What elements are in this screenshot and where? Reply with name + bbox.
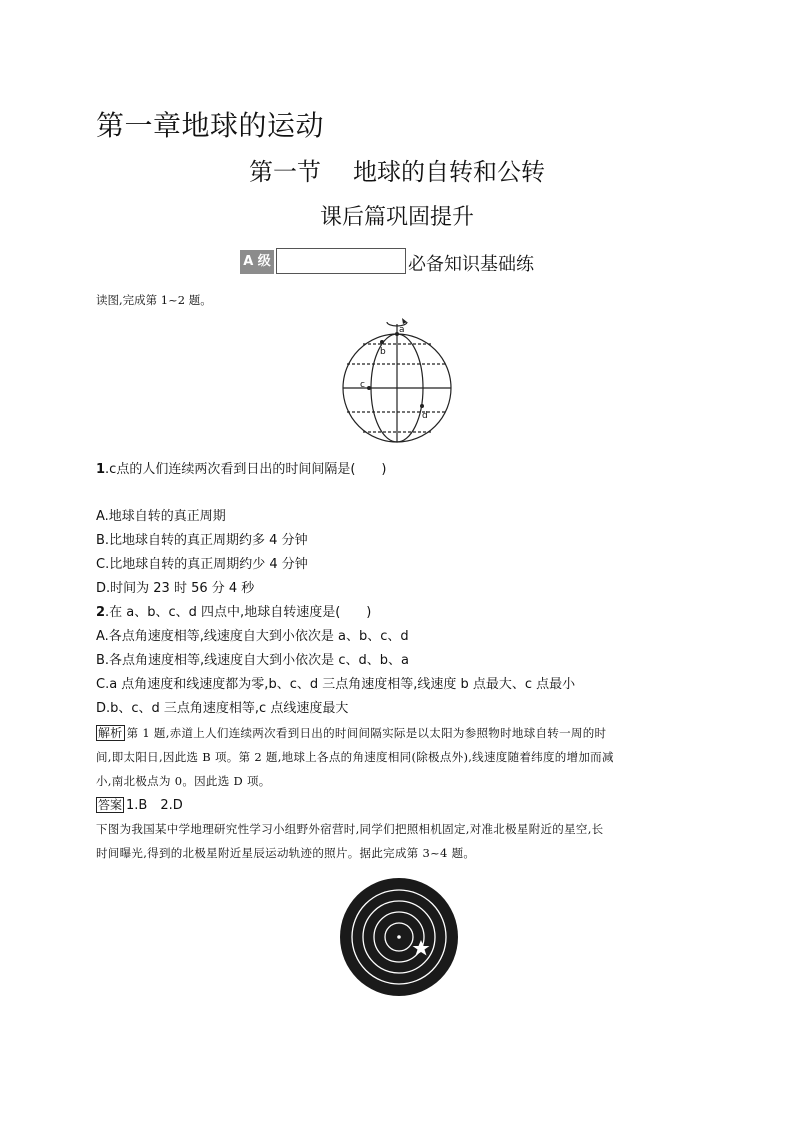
intro-text-2 [96, 817, 706, 865]
level-blank-box [276, 248, 406, 274]
analysis-line-3: 小,南北极点为 0。因此选 D 项。 [96, 774, 271, 788]
level-title: 必备知识基础练 [408, 254, 534, 275]
q2-option-d: D.b、c、d 三点角速度相等,c 点线速度最大 [96, 701, 349, 716]
point-b [380, 340, 384, 344]
analysis-block [96, 721, 706, 793]
analysis-line-2: 间,即太阳日,因此选 B 项。第 2 题,地球上各点的角速度相同(除极点外),线速度随着纬度的增加而减 [96, 750, 614, 764]
question-1-stem: 1.c点的人们连续两次看到日出的时间间隔是( ) [96, 462, 387, 477]
intro-2-line-2: 时间曝光,得到的北极星附近星辰运动轨迹的照片。据此完成第 3~4 题。 [96, 846, 476, 860]
point-d [420, 404, 424, 408]
chapter-title: 第一章地球的运动 [96, 109, 325, 142]
section-number: 第一节 [249, 158, 321, 186]
question-2-stem: 2.在 a、b、c、d 四点中,地球自转速度是( ) [96, 605, 372, 620]
star-trail-figure [338, 876, 460, 998]
label-c: c [360, 380, 365, 390]
q2-option-a: A.各点角速度相等,线速度自大到小依次是 a、b、c、d [96, 629, 409, 644]
intro-2-line-1: 下图为我国某中学地理研究性学习小组野外宿营时,同学们把照相机固定,对准北极星附近的星空,长 [96, 822, 604, 836]
subsection-title: 课后篇巩固提升 [319, 205, 474, 230]
label-a: a [399, 325, 405, 335]
answer-line [96, 793, 183, 818]
analysis-tag: 解析 [98, 726, 123, 740]
globe-figure [335, 312, 459, 456]
q2-option-b: B.各点角速度相等,线速度自大到小依次是 c、d、b、a [96, 653, 409, 668]
q1-option-a: A.地球自转的真正周期 [96, 509, 226, 524]
label-d: d [422, 411, 428, 421]
label-b: b [380, 347, 386, 357]
section-title [0, 152, 794, 187]
analysis-line-1: 解析 第 1 题,赤道上人们连续两次看到日出的时间间隔实际是以太阳为参照物时地球自转一周的时 [98, 726, 607, 740]
point-c [367, 386, 371, 390]
section-name: 地球的自转和公转 [353, 158, 545, 186]
answer-text: 1.B 2.D [126, 798, 183, 813]
q2-option-c: C.a 点角速度和线速度都为零,b、c、d 三点角速度相等,线速度 b 点最大、c 点最小 [96, 677, 576, 692]
intro-text-1: 读图,完成第 1~2 题。 [96, 293, 212, 307]
q1-option-d: D.时间为 23 时 56 分 4 秒 [96, 581, 255, 596]
answer-tag: 答案 [98, 798, 123, 812]
level-badge: A 级 [240, 250, 274, 274]
level-header [240, 246, 534, 276]
q1-option-c: C.比地球自转的真正周期约少 4 分钟 [96, 557, 308, 572]
polaris-point [397, 935, 401, 939]
q1-option-b: B.比地球自转的真正周期约多 4 分钟 [96, 533, 308, 548]
